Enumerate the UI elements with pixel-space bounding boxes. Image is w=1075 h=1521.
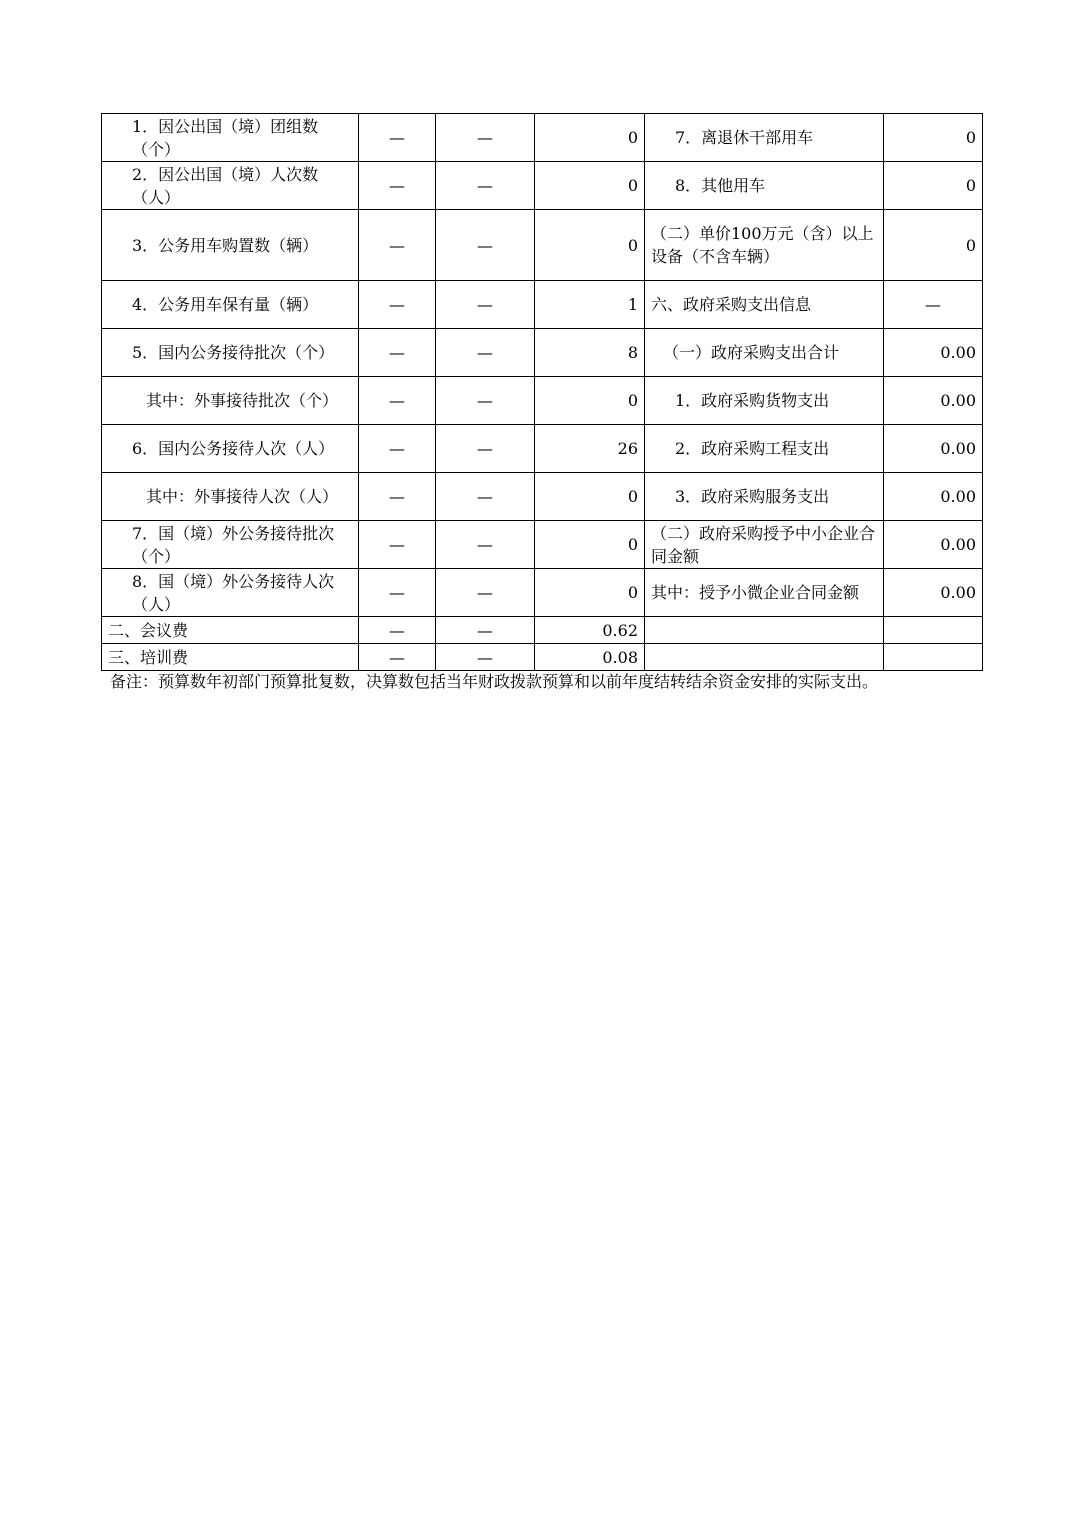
right-label: （一）政府采购支出合计 <box>645 329 884 377</box>
row-label: 5．国内公务接待批次（个） <box>102 329 359 377</box>
budget-cell: — <box>359 114 436 162</box>
budget-cell: — <box>359 329 436 377</box>
adjusted-cell: — <box>436 569 535 617</box>
right-label: 7．离退休干部用车 <box>645 114 884 162</box>
right-label: （二）政府采购授予中小企业合同金额 <box>645 521 884 569</box>
adjusted-cell: — <box>436 114 535 162</box>
table-row <box>102 281 983 329</box>
final-value: 0 <box>535 473 645 521</box>
right-value <box>884 644 983 671</box>
budget-cell: — <box>359 162 436 210</box>
right-label: 其中：授予小微企业合同金额 <box>645 569 884 617</box>
right-value: 0 <box>884 162 983 210</box>
table-row <box>102 210 983 281</box>
row-label: 2．因公出国（境）人次数（人） <box>102 162 359 210</box>
final-value: 0 <box>535 377 645 425</box>
table-row <box>102 569 983 617</box>
adjusted-cell: — <box>436 329 535 377</box>
right-label: 1．政府采购货物支出 <box>645 377 884 425</box>
adjusted-cell: — <box>436 521 535 569</box>
right-value <box>884 617 983 644</box>
footnote: 备注：预算数年初部门预算批复数，决算数包括当年财政拨款预算和以前年度结转结余资金安排的实际支出。 <box>110 672 879 691</box>
adjusted-cell: — <box>436 425 535 473</box>
budget-cell: — <box>359 569 436 617</box>
right-value: 0.00 <box>884 521 983 569</box>
adjusted-cell: — <box>436 617 535 644</box>
final-value: 0 <box>535 114 645 162</box>
final-value: 0 <box>535 210 645 281</box>
table-row <box>102 644 983 671</box>
final-value: 8 <box>535 329 645 377</box>
budget-cell: — <box>359 521 436 569</box>
final-value: 1 <box>535 281 645 329</box>
right-value: 0 <box>884 210 983 281</box>
right-value: 0.00 <box>884 473 983 521</box>
adjusted-cell: — <box>436 377 535 425</box>
table-row <box>102 162 983 210</box>
right-label: （二）单价100万元（含）以上设备（不含车辆） <box>645 210 884 281</box>
final-value: 0 <box>535 569 645 617</box>
expense-table <box>101 113 983 671</box>
adjusted-cell: — <box>436 162 535 210</box>
row-label: 二、会议费 <box>102 617 359 644</box>
adjusted-cell: — <box>436 473 535 521</box>
row-label: 其中：外事接待人次（人） <box>102 473 359 521</box>
right-value: 0.00 <box>884 425 983 473</box>
adjusted-cell: — <box>436 210 535 281</box>
table-row <box>102 329 983 377</box>
table-row <box>102 473 983 521</box>
row-label: 8．国（境）外公务接待人次（人） <box>102 569 359 617</box>
final-value: 0.08 <box>535 644 645 671</box>
row-label: 3．公务用车购置数（辆） <box>102 210 359 281</box>
right-label: 3．政府采购服务支出 <box>645 473 884 521</box>
table-row <box>102 377 983 425</box>
right-value: 0.00 <box>884 377 983 425</box>
row-label: 1．因公出国（境）团组数（个） <box>102 114 359 162</box>
budget-cell: — <box>359 210 436 281</box>
row-label: 其中：外事接待批次（个） <box>102 377 359 425</box>
final-value: 26 <box>535 425 645 473</box>
table-row <box>102 521 983 569</box>
right-label: 2．政府采购工程支出 <box>645 425 884 473</box>
budget-cell: — <box>359 377 436 425</box>
budget-cell: — <box>359 281 436 329</box>
right-value: — <box>884 281 983 329</box>
adjusted-cell: — <box>436 281 535 329</box>
table-row <box>102 617 983 644</box>
table-row <box>102 114 983 162</box>
final-value: 0 <box>535 521 645 569</box>
row-label: 7．国（境）外公务接待批次（个） <box>102 521 359 569</box>
right-value: 0 <box>884 114 983 162</box>
budget-cell: — <box>359 473 436 521</box>
row-label: 三、培训费 <box>102 644 359 671</box>
right-value: 0.00 <box>884 329 983 377</box>
right-label: 8．其他用车 <box>645 162 884 210</box>
final-value: 0.62 <box>535 617 645 644</box>
budget-cell: — <box>359 644 436 671</box>
budget-cell: — <box>359 425 436 473</box>
right-value: 0.00 <box>884 569 983 617</box>
right-label <box>645 644 884 671</box>
row-label: 4．公务用车保有量（辆） <box>102 281 359 329</box>
row-label: 6．国内公务接待人次（人） <box>102 425 359 473</box>
table-row <box>102 425 983 473</box>
final-value: 0 <box>535 162 645 210</box>
right-label <box>645 617 884 644</box>
adjusted-cell: — <box>436 644 535 671</box>
budget-cell: — <box>359 617 436 644</box>
right-label: 六、政府采购支出信息 <box>645 281 884 329</box>
